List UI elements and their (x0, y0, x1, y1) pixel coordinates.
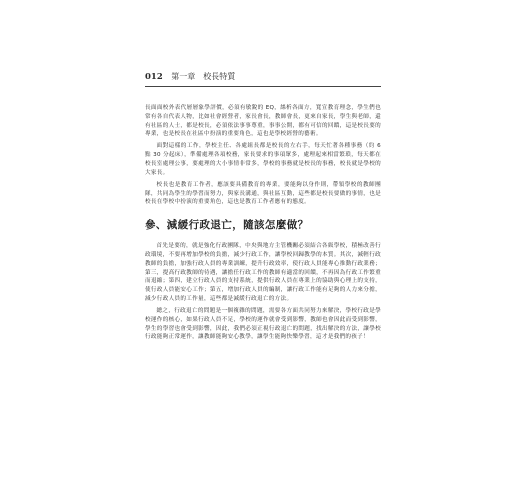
paragraph-5: 總之，行政退亡的問題是一個複雜的問題，需要各方面共同努力來解決，學校行政是學校運作的核心，如果行政人員不足，學校的運作就會受到影響，教師也會因此而受到影響，學生的學習也會受到影響，因此，我們必須正視行政退亡的問題，找出解決的方法，讓學校行政能夠正常運作，讓教師能夠安心教學，讓學生能夠快樂學習，這才是我們的孩子！ (145, 307, 381, 341)
page-header (145, 71, 381, 87)
page-number: 012 (145, 72, 163, 82)
paragraph-4: 首先是要的，就是強化行政團隊，中央與地方主管機關必須結合各級學校，積極改善行政環境，不要再增加學校的負擔，減少行政工作，讓學校回歸教學的本質。其次，減輕行政教師的負擔，加強行政人員的專業訓練，提升行政效率，使行政人員能專心推動行政業務；第三，提高行政教師的待遇，讓擔任行政工作的教師有適當的回饋，不再因為行政工作繁重而退縮；第四，建立行政人員的支持系統，提供行政人員在專業上的協助與心理上的支持，使行政人員能安心工作；第五，增加行政人員的編制，讓行政工作能有足夠的人力來分擔，減少行政人員的工作量，這些都是減緩行政退亡的方法。 (145, 243, 381, 302)
paragraph-2: 面對這樣的工作，學校主任、各處組長都是校長的左右手，每天忙著各種事務（約 6 點 30 分起床），準備處理各項校務，家長要求的事項眾多，處理起來相當繁瑣，每天都在校長室處理公事，要處理的大小事情非常多，學校的事務就是校長的事務，校長就是學校的大家長。 (145, 143, 381, 176)
page-body (145, 104, 381, 345)
paragraph-3: 校長也是教育工作者，應該要具備教育的專業，要能夠以身作則，帶領學校的教師團隊，共同為學生的學習而努力，與家長溝通，與社區互動，這些都是校長要做的事情，也是校長在學校中扮演的重要角色，這也是教育工作者應有的態度。 (145, 181, 381, 206)
chapter-title: 第一章 校長特質 (171, 72, 236, 81)
header-rule (145, 86, 381, 87)
section-heading: 參、減緩行政退亡，隨該怎麼做？ (145, 219, 309, 232)
paragraph-1: 長面面校外表代層層象學評價，必須有敏銳的 EQ，絲析各面方，寬宣教育理念，學生們也常有各自代表人物，比如社會經營者，家長會長，教師會長，更來自家長，學生與老師，還有社區的人士，都是校長，必須依法事事尊重，事事公開，都有可信的回饋，這是校長要的專業，也是校長在社區中扮演的重要角色，這也是學校經營的藝術。 (145, 105, 381, 138)
